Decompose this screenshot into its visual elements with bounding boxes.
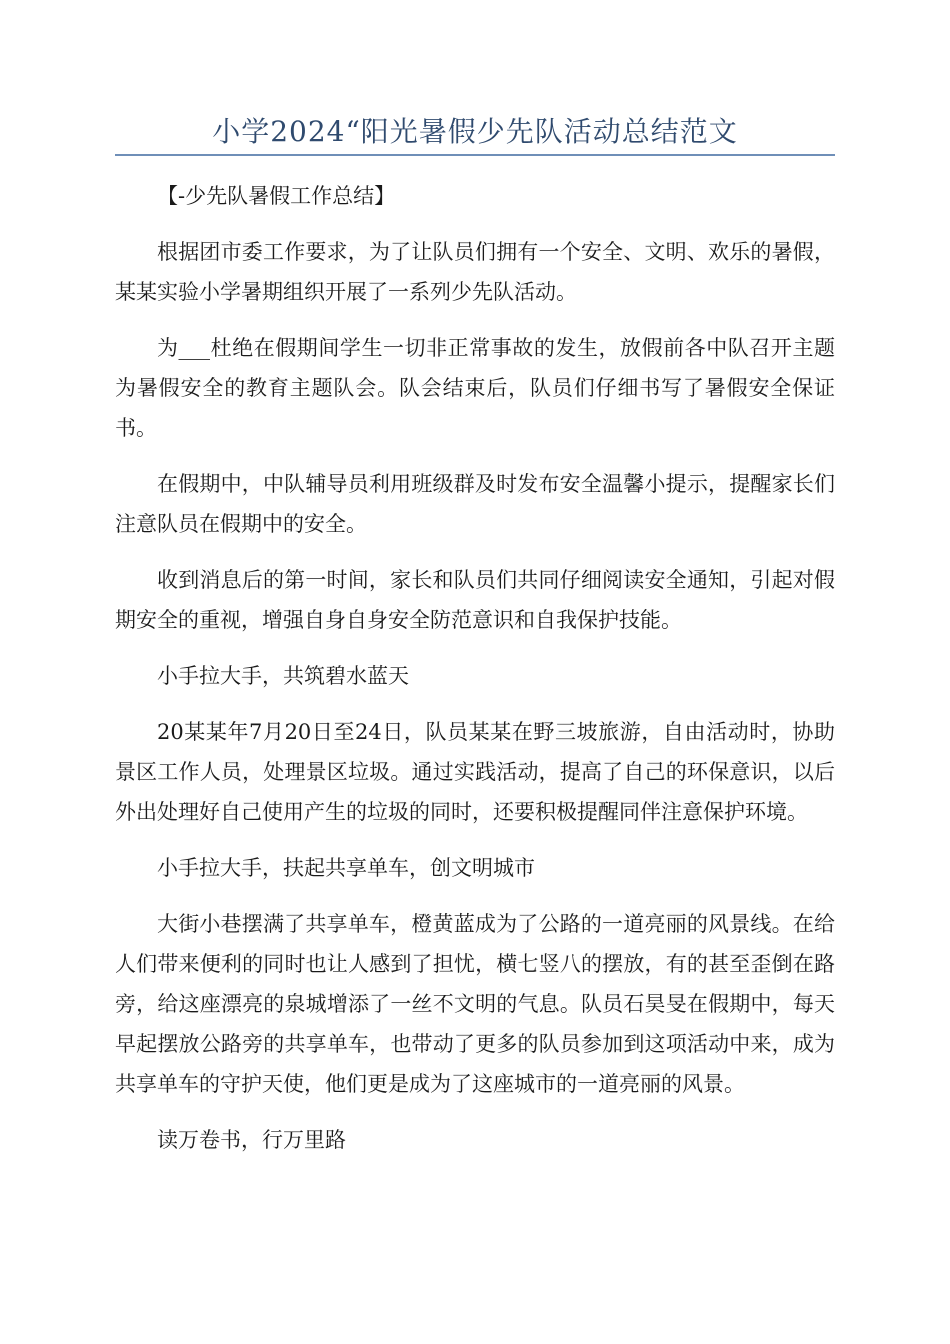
paragraph-safety-meeting: 为___杜绝在假期间学生一切非正常事故的发生，放假前各中队召开主题为暑假安全的教育主题队会。队会结束后，队员们仔细书写了暑假安全保证书。: [115, 336, 835, 440]
subheading-reading: 读万卷书，行万里路: [157, 1128, 346, 1152]
section-heading-summary: 【-少先队暑假工作总结】: [157, 184, 396, 208]
page-title: 小学2024“阳光暑假少先队活动总结范文: [212, 115, 738, 148]
paragraph-shared-bikes: 大街小巷摆满了共享单车，橙黄蓝成为了公路的一道亮丽的风景线。在给人们带来便利的同时也让人感到了担忧，横七竖八的摆放，有的甚至歪倒在路旁，给这座漂亮的泉城增添了一丝不文明的气息。队员石昊旻在假期中，每天早起摆放公路旁的共享单车，也带动了更多的队员参加到这项活动中来，成为共享单车的守护天使，他们更是成为了这座城市的一道亮丽的风景。: [115, 912, 835, 1096]
document-body: [115, 176, 835, 1176]
paragraph-safety-tips: 在假期中，中队辅导员利用班级群及时发布安全温馨小提示，提醒家长们注意队员在假期中的安全。: [115, 472, 835, 536]
subheading-shared-bikes: 小手拉大手，扶起共享单车，创文明城市: [157, 856, 535, 880]
title-underline: [115, 154, 835, 156]
paragraph-intro: 根据团市委工作要求，为了让队员们拥有一个安全、文明、欢乐的暑假，某某实验小学暑期组织开展了一系列少先队活动。: [115, 240, 835, 304]
paragraph-environment: 20某某年7月20日至24日，队员某某在野三坡旅游，自由活动时，协助景区工作人员，处理景区垃圾。通过实践活动，提高了自己的环保意识，以后外出处理好自己使用产生的垃圾的同时，还要积极提醒同伴注意保护环境。: [115, 720, 835, 824]
paragraph-safety-notice: 收到消息后的第一时间，家长和队员们共同仔细阅读安全通知，引起对假期安全的重视，增强自身自身安全防范意识和自我保护技能。: [115, 568, 835, 632]
subheading-environment: 小手拉大手，共筑碧水蓝天: [157, 664, 409, 688]
